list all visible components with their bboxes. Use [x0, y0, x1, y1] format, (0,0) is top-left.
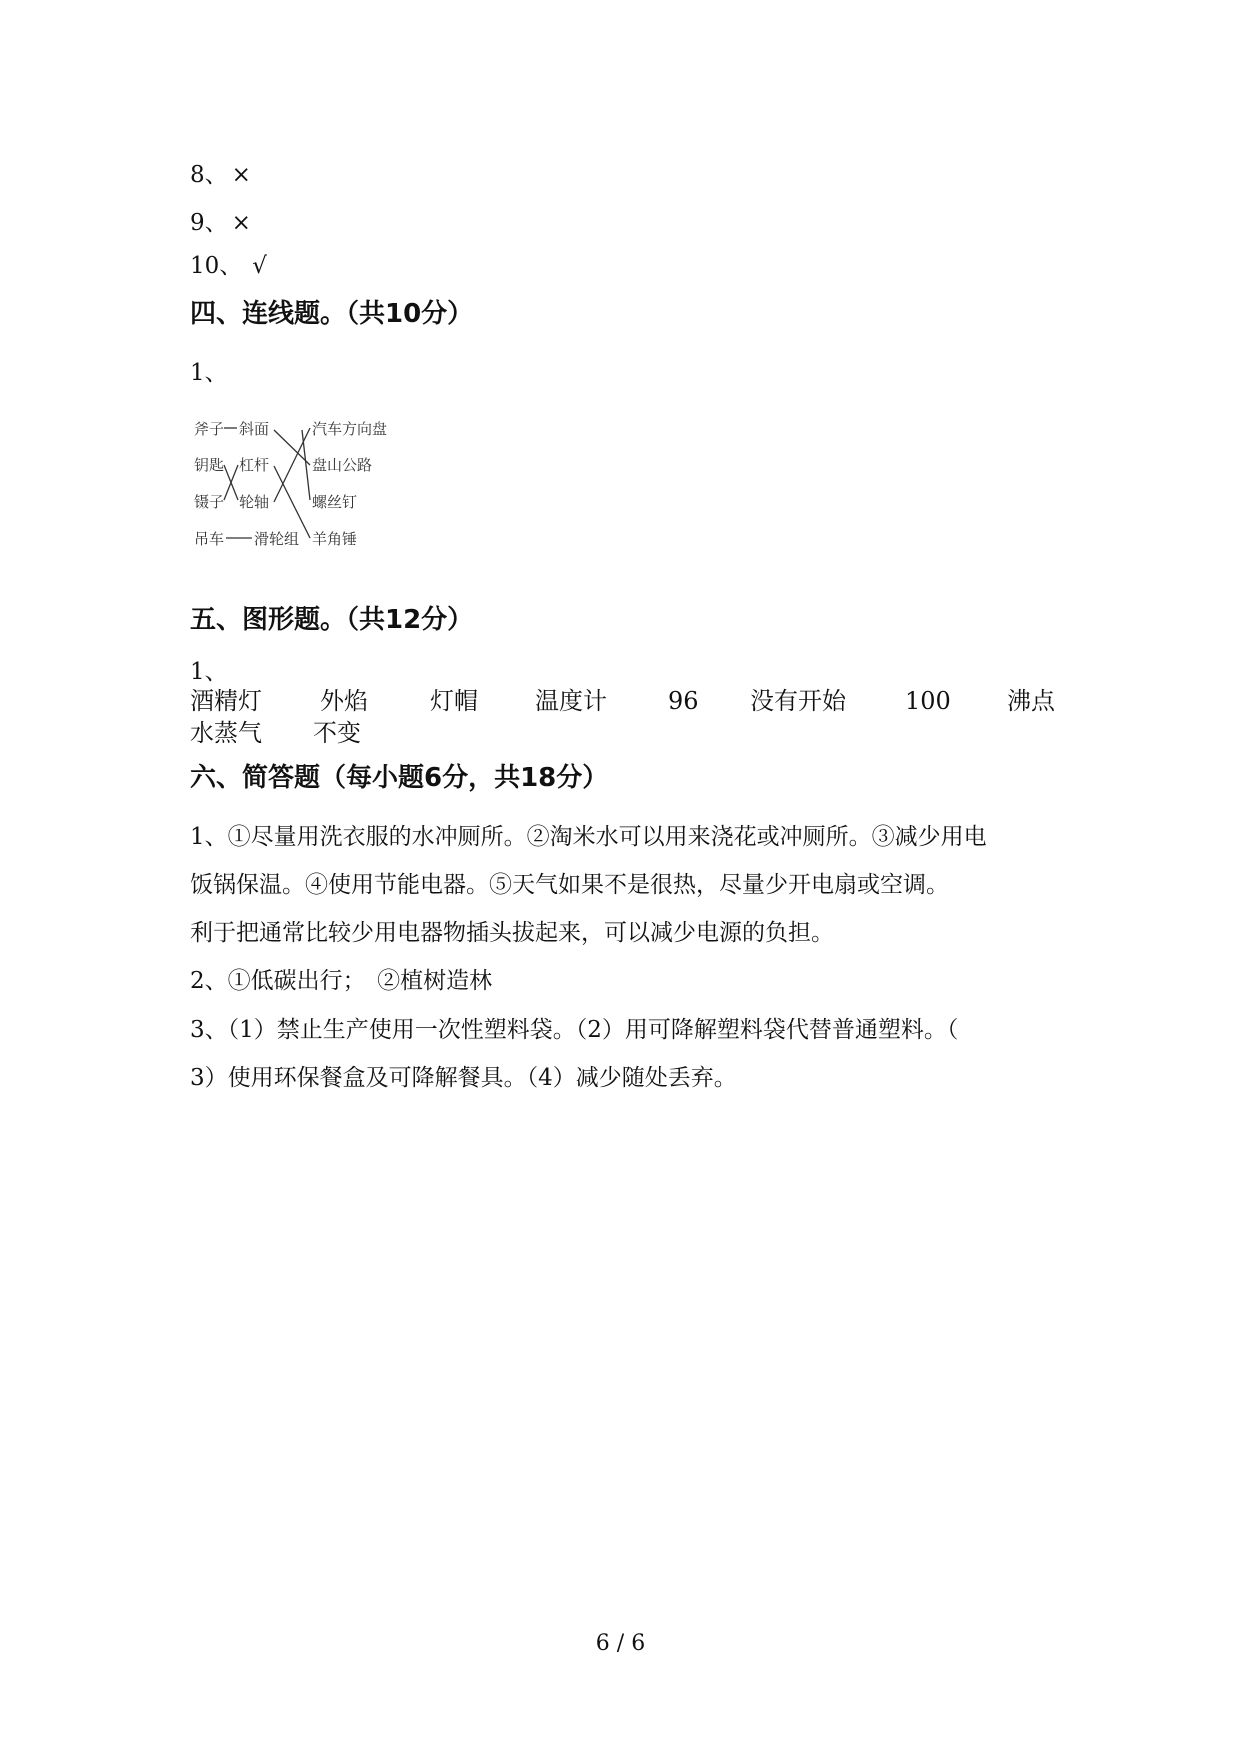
answer-8	[190, 160, 251, 190]
match-right-2: 盘山公路	[312, 456, 373, 474]
match-mid-2: 杠杆	[239, 456, 270, 474]
match-mid-1: 斜面	[239, 420, 270, 438]
match-mid-3: 轮轴	[239, 493, 270, 511]
page-number: 6 / 6	[595, 1631, 646, 1656]
s5-answer-5: 96	[668, 687, 699, 715]
answer-10	[190, 251, 267, 281]
section6-line-6: 3）使用环保餐盒及可降解餐具。（4）减少随处丢弃。	[190, 1065, 737, 1091]
s5-answer-1: 酒精灯	[190, 687, 262, 715]
s5-answer-2: 外焰	[320, 687, 368, 715]
section5-answers-row1	[190, 686, 1070, 716]
answer-8-mark: ×	[231, 162, 251, 188]
section4-item-label: 1、	[190, 360, 228, 386]
s5-answer-9: 水蒸气	[190, 719, 262, 747]
s5-answer-8: 沸点	[1007, 687, 1055, 715]
section5-item-label: 1、	[190, 659, 228, 685]
match-left-1: 斧子	[194, 420, 225, 438]
match-line-wheel-steering	[274, 428, 310, 502]
match-line-lever-hammer	[274, 466, 310, 538]
answer-9	[190, 208, 251, 238]
section6-title: 六、简答题（每小题6分，共18分）	[190, 763, 609, 793]
match-right-3: 螺丝钉	[312, 493, 358, 511]
match-left-4: 吊车	[194, 530, 225, 548]
match-right-1: 汽车方向盘	[312, 420, 388, 438]
s5-answer-3: 灯帽	[430, 687, 478, 715]
answer-10-mark: √	[252, 253, 267, 279]
section4-title: 四、连线题。（共10分）	[190, 299, 474, 329]
matching-diagram	[192, 412, 412, 557]
section6-line-4: 2、①低碳出行； ②植树造林	[190, 968, 493, 994]
match-right-4: 羊角锤	[312, 530, 358, 548]
s5-answer-7: 100	[905, 687, 951, 715]
section6-line-1: 1、①尽量用洗衣服的水冲厕所。②淘米水可以用来浇花或冲厕所。③减少用电	[190, 824, 987, 850]
s5-answer-6: 没有开始	[750, 687, 846, 715]
answer-9-label: 9、	[190, 210, 228, 236]
answer-9-mark: ×	[231, 210, 251, 236]
section6-line-3: 利于把通常比较少用电器物插头拔起来，可以减少电源的负担。	[190, 920, 834, 946]
s5-answer-4: 温度计	[535, 687, 607, 715]
answer-8-label: 8、	[190, 162, 228, 188]
match-mid-4: 滑轮组	[254, 530, 300, 548]
section6-line-5: 3、（1）禁止生产使用一次性塑料袋。（2）用可降解塑料袋代替普通塑料。（	[190, 1017, 959, 1043]
section6-line-2: 饭锅保温。④使用节能电器。⑤天气如果不是很热，尽量少开电扇或空调。	[190, 872, 949, 898]
answer-10-label: 10、	[190, 253, 243, 279]
section5-title: 五、图形题。（共12分）	[190, 605, 474, 635]
match-left-2: 钥匙	[194, 456, 225, 474]
match-left-3: 镊子	[194, 493, 225, 511]
s5-answer-10: 不变	[313, 719, 361, 747]
section5-answers-row2	[190, 718, 1070, 748]
